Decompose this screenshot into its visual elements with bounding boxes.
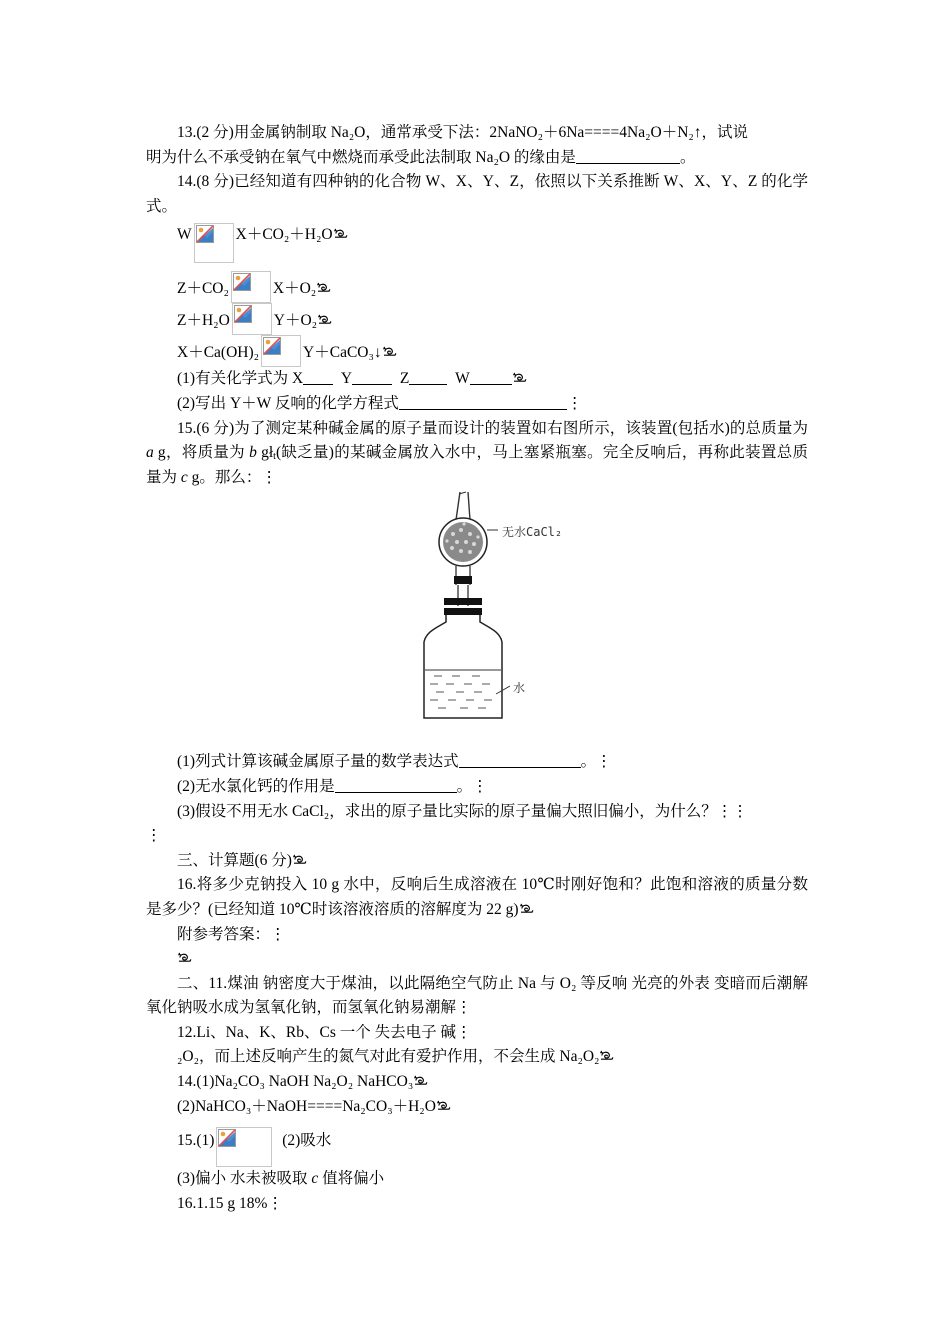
broken-image-icon — [216, 1127, 272, 1167]
q15-text-b: g，将质量为 — [153, 444, 250, 462]
q16-text — [146, 873, 808, 922]
answer-12: 12.Li、Na、K、Rb、Cs 一个 失去电子 碱⋮ — [177, 1023, 472, 1041]
document-page — [146, 121, 808, 1216]
y-label: Y — [340, 370, 353, 388]
equation-answer-blank[interactable] — [399, 395, 567, 410]
q15-sub2 — [146, 775, 808, 800]
q14-reaction-3 — [146, 303, 808, 335]
answer-14-2-text: (2)NaHCO₃＋NaOH====Na₂CO₃＋H₂O — [177, 1097, 436, 1115]
answer-14-2 — [146, 1095, 808, 1120]
q14-reaction-4 — [146, 335, 808, 367]
y-answer-blank[interactable] — [352, 370, 392, 385]
z-answer-blank[interactable] — [409, 370, 447, 385]
q15-sub3-tail: ⋮ — [146, 827, 162, 845]
snail-mark-icon — [512, 372, 527, 383]
continuation-mark: ⋮ — [566, 394, 583, 412]
snail-mark-icon — [519, 903, 534, 914]
answer-15-2: (2)吸水 — [282, 1132, 332, 1150]
answer-15-3-a: (3)偏小 水未被吸取 — [177, 1170, 312, 1188]
var-b: b — [249, 444, 257, 462]
reaction-left: W — [177, 226, 192, 244]
q13-text: 明为什么不承受钠在氧气中燃烧而承受此法制取 Na₂O 的缘由是 — [146, 148, 576, 166]
q15-intro — [146, 417, 808, 491]
q15-text-c: gł — [256, 444, 274, 462]
q15-sub1-label: (1)列式计算该碱金属原子量的数学表达式 — [177, 753, 459, 771]
q14-sub1-label: (1)有关化学式为 X — [177, 370, 304, 388]
expression-answer-blank[interactable] — [459, 753, 581, 768]
reaction-right: Y＋O₂ — [273, 312, 318, 330]
reaction-left: Z＋H₂O — [177, 312, 230, 330]
q13-answer-blank[interactable] — [576, 149, 680, 164]
section3-heading-text: 三、计算题(6 分) — [177, 851, 292, 869]
q15-text-a: 15.(6 分)为了测定某种碱金属的原子量而设计的装置如右图所示，该装置(包括水)的总质量为 — [177, 419, 808, 437]
section3-heading — [146, 849, 808, 874]
q13-line1: 13.(2 分)用金属钠制取 Na₂O，通常承受下法：2NaNO₂＋6Na====4Na₂O＋N₂↑，试说 — [177, 124, 749, 141]
q15-sub1 — [146, 750, 808, 775]
snail-mark-icon — [177, 952, 192, 963]
q15-sub1-end: 。⋮ — [580, 753, 612, 771]
q16-body: 16.将多少克钠投入 10 g 水中，反响后生成溶液在 10℃时刚好饱和？此饱和溶液的质量分数是多少？(已经知道 10℃时该溶液溶质的溶解度为 22 g) — [146, 876, 808, 918]
answer-11: 二、11.煤油 钠密度大于煤油，以此隔绝空气防止 Na 与 O₂ 等反响 光亮的外表 变暗而后潮解 氧化钠吸水成为氢氧化钠，而氢氧化钠易潮解⋮ — [146, 974, 808, 1017]
snail-mark-icon — [413, 1075, 428, 1086]
q15-text-e: g。那么：⋮ — [187, 468, 277, 486]
broken-image-icon — [232, 303, 272, 335]
snail-mark-icon — [292, 854, 307, 865]
q14-sub1 — [146, 367, 808, 392]
q14-intro: 14.(8 分)已经知道有四种钠的化合物 W、X、Y、Z，依照以下关系推断 W、X、Y、Z 的化学式。 — [146, 173, 808, 215]
q15-text-d: (缺乏量)的某碱金属放入水中，马上塞紧瓶塞。完全反响后，再称此装置总质量为 — [146, 444, 808, 486]
calcium-chloride-label: 无水CaCl₂ — [502, 525, 563, 540]
apparatus-figure — [146, 490, 808, 750]
snail-mark-icon — [316, 282, 331, 293]
reaction-right: X＋CO₂＋H₂O — [235, 226, 333, 244]
x-answer-blank[interactable] — [303, 370, 333, 385]
var-c: c — [180, 468, 188, 486]
broken-image-icon — [231, 271, 271, 303]
broken-image-icon — [261, 335, 301, 367]
q15-sub2-label: (2)无水氯化钙的作用是 — [177, 777, 335, 795]
q14-sub2 — [146, 392, 808, 417]
q14-reaction-1 — [146, 223, 808, 263]
q15-sub2-end: 。⋮ — [456, 777, 488, 795]
var-a: a — [146, 444, 154, 462]
reaction-left: Z＋CO₂ — [177, 280, 229, 298]
answers-mark-line — [146, 947, 808, 972]
answer-16: 16.1.15 g 18%⋮ — [177, 1194, 283, 1212]
answer-14-1-text: 14.(1)Na₂CO₃ NaOH Na₂O₂ NaHCO₃ — [177, 1073, 414, 1091]
q14-reaction-2 — [146, 271, 808, 303]
reaction-left: X＋Ca(OH)₂ — [177, 344, 260, 362]
q15-text-c2: t — [273, 451, 276, 463]
answer-15-3-b: 值将偏小 — [318, 1170, 385, 1188]
w-label: W — [455, 370, 470, 388]
reaction-right: Y＋CaCO₃↓ — [303, 344, 382, 362]
answers-heading: 附参考答案：⋮ — [177, 925, 286, 943]
answer-var-c: c — [311, 1170, 319, 1188]
w-answer-blank[interactable] — [470, 370, 512, 385]
snail-mark-icon — [599, 1050, 614, 1061]
answer-15-3 — [146, 1167, 808, 1192]
reaction-right: X＋O₂ — [272, 280, 317, 298]
q13-period: 。 — [679, 148, 696, 166]
broken-image-icon — [194, 223, 234, 263]
answer-15-1 — [146, 1121, 808, 1167]
z-label: Z — [399, 370, 410, 388]
q14-sub2-label: (2)写出 Y＋W 反响的化学方程式 — [177, 394, 399, 412]
snail-mark-icon — [333, 228, 348, 239]
answer-15-1-label: 15.(1) — [177, 1132, 215, 1150]
snail-mark-icon — [436, 1100, 451, 1111]
answer-14-1 — [146, 1070, 808, 1095]
answer-13 — [146, 1045, 808, 1070]
q15-sub3: (3)假设不用无水 CaCl₂，求出的原子量比实际的原子量偏大照旧偏小，为什么？⋮⋮ — [177, 802, 748, 820]
q13-line2 — [146, 146, 808, 171]
snail-mark-icon — [317, 314, 332, 325]
role-answer-blank[interactable] — [335, 778, 457, 793]
water-label: 水 — [513, 681, 526, 696]
snail-mark-icon — [382, 346, 397, 357]
answer-13-text: ₂O₂，而上述反响产生的氮气对此有爱护作用，不会生成 Na₂O₂ — [177, 1048, 600, 1066]
